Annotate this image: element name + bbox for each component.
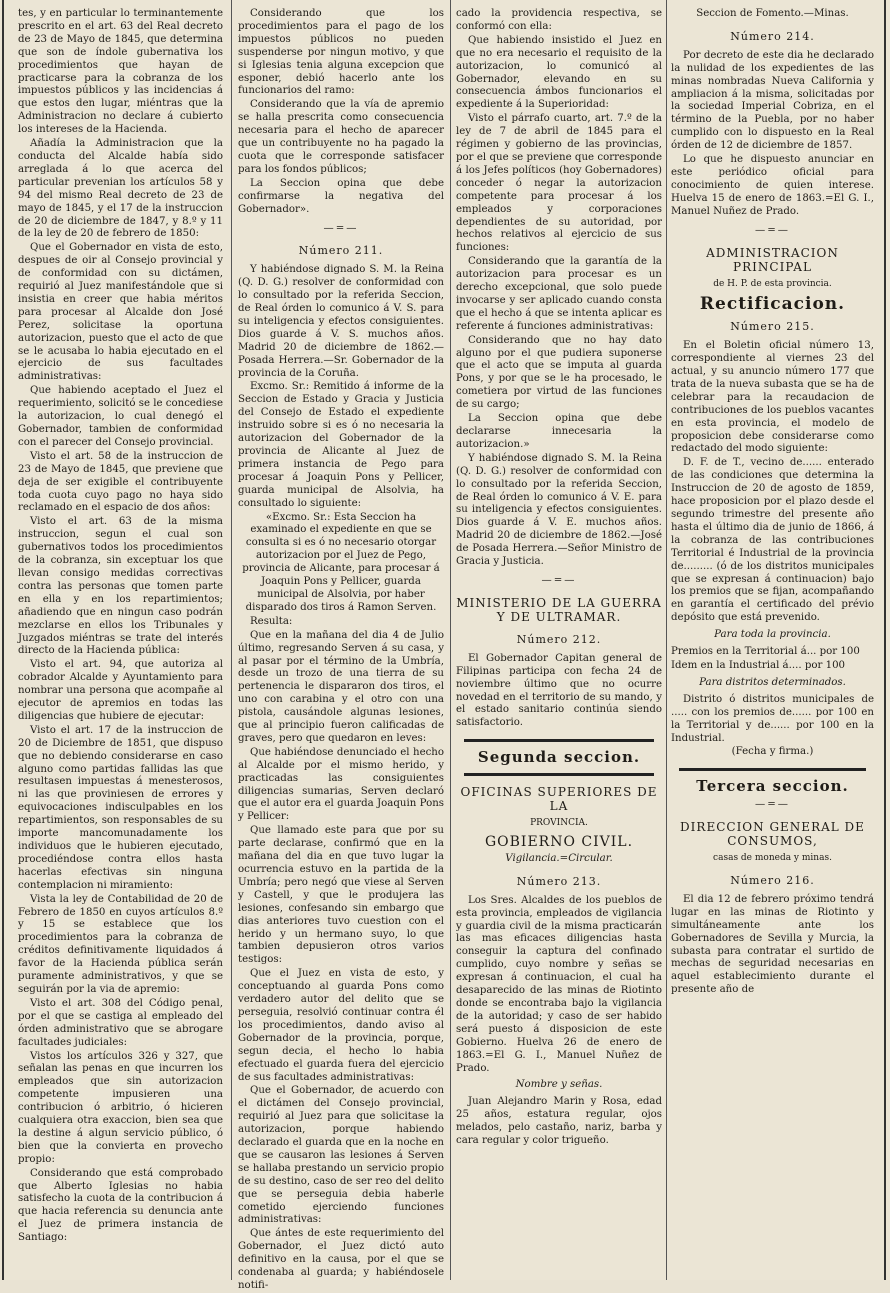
column-rule [231,0,232,1280]
paragraph: Por decreto de este dia he declarado la nulidad de los expedientes de las minas nombradas Nueva California y ampliacion á la misma, solicitadas por la sociedad Imperial Cobriza, en el término de la Puebla, por no haber cumplido con lo dispuesto en la Real órden de 12 de diciembre de 1857. [671,49,874,152]
item-number: Número 211. [298,244,384,258]
paragraph: Que habiéndose denunciado el hecho al Alcalde por el mismo herido, y practicadas las consiguientes diligencias sumarias, Serven declaró que el autor era el guarda Joaquin Pons y Pellicer: [238,746,444,823]
paragraph: Y habiéndose dignado S. M. la Reina (Q. D. G.) resolver de conformidad con lo consultado por la referida Seccion, de Real órden lo comunico á V. S. para su inteligencia y efectos consiguientes. Dios guarde á V. S. muchos años. Madrid 20 de diciembre de 1862.—Posada Herrera.—Sr. Gobernador de la provincia de la Coruña. [238,264,444,379]
paragraph: Visto el art. 94, que autoriza al cobrador Alcalde y Ayuntamiento para nombrar una persona que acompañe al ejecutor de apremios en todas las diligencias que hubiere de ejecutar: [18,659,223,722]
item-number: Número 216. [730,874,815,888]
heavy-rule [464,739,654,742]
column-4 [671,8,874,1278]
section-title: Tercera seccion. [696,777,849,796]
paragraph: La Seccion opina que debe declararse innecesaria la autorizacion.» [456,413,662,450]
office-heading: OFICINAS SUPERIORES DE LA [460,785,658,814]
column-1 [18,8,223,1278]
paragraph: En el Boletin oficial número 13, correspondiente al viernes 23 del actual, y su anuncio número 177 que trata de la nueva subasta que se ha de celebrar para la recaudacion de contribuciones de los pueblos vacantes en esta provincia, el modelo de proposicion debe considerarse como redactado del modo siguiente: [671,340,874,455]
subheading: Para distritos determinados. [699,676,846,688]
subheading: Vigilancia.=Circular. [505,852,613,864]
section-heading: Seccion de Fomento.—Minas. [696,8,849,19]
ministry-heading: MINISTERIO DE LA GUERRA Y DE ULTRAMAR. [456,595,662,624]
paragraph: Idem en la Industrial á.... por 100 [671,659,846,671]
paragraph: cado la providencia respectiva, se conformó con ella: [456,8,662,32]
paragraph: Que el Gobernador en vista de esto, despues de oir al Consejo provincial y de conformidad con su dictámen, requirió al Juez manifestándole que si insistia en creer que habia méritos para procesar al Alcalde don José Perez, solicitase la oportuna autorizacion, puesto que el acto de que se le acusaba lo habia ejecutado en el ejercicio de sus facultades administrativas: [18,242,223,383]
separator: —=— [541,574,577,586]
item-number: Número 215. [730,320,815,334]
paragraph: Excmo. Sr.: Remitido á informe de la Seccion de Estado y Gracia y Justicia del Consejo de Estado el expediente instruido sobre si es ó no necesaria la autorizacion del Gobernador de la provincia de Alicante al Juez de primera instancia de Pego para procesar á Joaquin Pons y Pellicer, guarda municipal de Alsolvia, ha consultado lo siguiente: [238,381,444,509]
paragraph: Que el Juez en vista de esto, y conceptuando al guarda Pons como verdadero autor del delito que se perseguia, resolvió continuar contra él los procedimientos, dando aviso al Gobernador de la provincia, porque, segun decia, el hecho lo habia efectuado el guarda fuera del ejercicio de sus facultades administrativas: [238,968,444,1083]
paragraph: El dia 12 de febrero próximo tendrá lugar en las minas de Riotinto y simultáneamente ante los Gobernadores de Sevilla y Murcia, la subasta para contratar el surtido de mechas de seguridad necesarias en aquel establecimiento durante el presente año de [671,893,874,996]
paragraph: Considerando que no hay dato alguno por el que pudiera suponerse que el acto que se imputa al guarda Pons, y por que se le ha procesado, le cometiera por virtud de las funciones de su cargo; [456,334,662,411]
rectificacion-heading: Rectificacion. [699,294,846,315]
paragraph: La Seccion opina que debe confirmarse la negativa del Gobernador». [238,177,444,215]
office-heading: DIRECCION GENERAL DE CONSUMOS, [680,820,865,849]
paragraph: Visto el art. 308 del Código penal, por el que se castiga al empleado del órden administrativo que se abrogare facultades judiciales: [18,997,223,1048]
column-2 [238,8,444,1291]
paragraph: Considerando que está comprobado que Alberto Iglesias no habia satisfecho la cuota de la contribucion á que hacia referencia su denuncia ante el Juez de primera instancia de Santiago: [18,1167,223,1244]
section-title: Segunda seccion. [477,748,641,767]
page-edge-left [2,0,4,1280]
column-rule [450,0,451,1280]
column-rule [666,0,667,1280]
separator: —=— [755,224,790,236]
paragraph: Visto el art. 17 de la instruccion de 20 de Diciembre de 1851, que dispuso que no debiendo considerarse en caso alguno como partidas fallidas las que resultasen impuestas á menesterosos, ni las que proviniesen de errores y equivocaciones indisculpables en los repartimientos, son responsables de su importe mancomunadamente los individuos que le hubieren ejecutado, procediéndose contra ellos hasta hacerlas efectivas sin ninguna contemplacion ni miramiento: [18,724,223,891]
paragraph: Juan Alejandro Marin y Rosa, edad 25 años, estatura regular, ojos melados, pelo castaño, nariz, barba y cara regular y color trigueño. [456,1096,662,1147]
paragraph: Que en la mañana del dia 4 de Julio último, regresando Serven á su casa, y al pasar por el término de la Umbría, desde un trozo de una tierra de su pertenencia le dispararon dos tiros, el uno con carabina y el otro con una pistola, causándole algunas lesiones, que al principio fueron calificadas de graves, pero que quedaron en leves: [238,629,444,744]
item-number: Número 212. [516,632,602,646]
paragraph: Que habiendo aceptado el Juez el requerimiento, solicitó se le concediese la autorizacion, lo cual denegó el Gobernador, tambien de conformidad con el parecer del Consejo provincial. [18,385,223,448]
gobierno-heading: GOBIERNO CIVIL. [484,834,634,851]
heavy-rule [464,773,654,776]
subheading: Para toda la provincia. [714,629,831,641]
separator: —=— [323,222,359,234]
paragraph: Que llamado este para que por su parte declarase, confirmó que en la mañana del dia en que tuvo lugar la ocurrencia estuvo en la partida de la Umbría; pero negó que viese al Serven y Castell, y que le produjera las lesiones, confesando sin embargo que dias anteriores tuvo cuestion con el herido y un hermano suyo, lo que tambien depusieron otros varios testigos: [238,825,444,966]
paragraph: Los Sres. Alcaldes de los pueblos de esta provincia, empleados de vigilancia y guardia civil de la misma practicarán las mas eficaces diligencias hasta conseguir la captura del confinado cumplido, cuyo nombre y señas se expresan á continuacion, el cual ha desaparecido de las minas de Riotinto donde se encontraba bajo la vigilancia de la autoridad; y caso de ser habido será puesto á disposicion de este Gobierno. Huelva 26 de enero de 1863.=El G. I., Manuel Nuñez de Prado. [456,894,662,1074]
paragraph: Resulta: [250,615,293,627]
office-subheading: casas de moneda y minas. [713,853,832,864]
paragraph: Que ántes de este requerimiento del Gobernador, el Juez dictó auto definitivo en la causa, por el que se condenaba al guarda; y habiéndosele notifi- [238,1228,444,1291]
paragraph: Y habiéndose dignado S. M. la Reina (Q. D. G.) resolver de conformidad con lo consultado por la referida Seccion, de Real órden lo comunico á V. E. para su inteligencia y efectos consiguientes. Dios guarde á V. E. muchos años. Madrid 20 de diciembre de 1862.—José de Posada Herrera.—Señor Ministro de Gracia y Justicia. [456,452,662,568]
item-number: Número 214. [730,29,815,43]
paragraph: Considerando que la vía de apremio se halla prescrita como consecuencia necesaria para el hecho de aparecer que un contribuyente no ha pagado la cuota que le corresponde satisfacer para los fondos públicos; [238,99,444,175]
paragraph: «Excmo. Sr.: Esta Seccion ha examinado el expediente en que se consulta si es ó no necesario otorgar autorizacion por el Juez de Pego, provincia de Alicante, para procesar á Joaquin Pons y Pellicer, guarda municipal de Alsolvia, por haber disparado dos tiros á Ramon Serven. [242,511,440,613]
paragraph: Vistos los artículos 326 y 327, que señalan las penas en que incurren los empleados que sin autorizacion competente impusieren una contribucion ó arbitrio, ó hicieren cualquiera otra exaccion, bien sea que la destine á algun servicio público, ó bien que la convierta en provecho propio: [18,1050,223,1165]
paragraph: Que el Gobernador, de acuerdo con el dictámen del Consejo provincial, requirió al Juez para que solicitase la autorizacion, porque habiendo declarado el guarda que en la noche en que se causaron las lesiones á Serven se hallaba prestando un servicio propio de su destino, caso de ser reo del delito que se perseguia debia haberle cometido ejerciendo funciones administrativas: [238,1085,444,1226]
page-edge-right [884,0,886,1280]
paragraph: D. F. de T., vecino de...... enterado de las condiciones que determina la Instruccion de 20 de agosto de 1859, hace proposicion por el plazo desde el segundo trimestre del presente año hasta el último dia de junio de 1866, á la cobranza de las contribuciones Territorial é Industrial de la provincia de......... (ó de los distritos municipales que se expresan á continuacion) bajo los premios que se fijan, acompañando en garantía el certificado del prévio depósito que está prevenido. [671,457,874,624]
paragraph: El Gobernador Capitan general de Filipinas participa con fecha 24 de noviembre último que no ocurre novedad en el territorio de su mando, y el estado sanitario continúa siendo satisfactorio. [456,652,662,729]
paragraph: Visto el art. 58 de la instruccion de 23 de Mayo de 1845, que previene que deja de ser exigible el contribuyente toda cuota cuyo pago no haya sido reclamado en el espacio de dos años: [18,450,223,514]
office-subheading: de H. P. de esta provincia. [713,278,832,289]
column-3 [456,8,662,1278]
office-heading: ADMINISTRACION PRINCIPAL [706,245,839,274]
paragraph: Considerando que los procedimientos para el pago de los impuestos públicos no pueden suspenderse por ningun motivo, y que si Iglesias tenia alguna excepcion que esponer, debió hacerlo ante los funcionarios del ramo: [238,8,444,97]
paragraph: Vista la ley de Contabilidad de 20 de Febrero de 1850 en cuyos artículos 8.º y 15 se establece que los procedimientos para la cobranza de créditos definitivamente liquidados á favor de la Hacienda pública serán puramente administrativos, y que se seguirán por la via de apremio: [18,893,223,995]
paragraph: Considerando que la garantía de la autorizacion para procesar es un derecho excepcional, que solo puede invocarse y ser aplicado cuando consta que el hecho á que se intenta aplicar es referente á funciones administrativas: [456,256,662,332]
item-number: Número 213. [516,874,602,888]
office-subheading: PROVINCIA. [530,818,588,829]
paragraph: Distrito ó distritos municipales de ..... con los premios de...... por 100 en la Territorial y de...... por 100 en la Industrial. [671,693,874,744]
paragraph: Visto el art. 63 de la misma instruccion, segun el cual son gubernativos todos los procedimientos de la cobranza, sin exceptuar los que llevan consigo medidas correctivas contra las personas que tomen parte en ella y en los repartimientos; añadiendo que en ningun caso podrán mezclarse en ellos los Tribunales y Juzgados miéntras se trate del interés directo de la Hacienda pública: [18,516,223,657]
heavy-rule [679,768,866,771]
paragraph: (Fecha y firma.) [731,746,814,758]
separator: —=— [755,799,790,811]
paragraph: Visto el párrafo cuarto, art. 7.º de la ley de 7 de abril de 1845 para el régimen y gobierno de las provincias, por el que se previene que corresponde á los Jefes políticos (hoy Gobernadores) conceder ó negar la autorizacion competente para procesar á los empleados y corporaciones dependientes de su autoridad, por hechos relativos al ejercicio de sus funciones: [456,113,662,254]
subheading: Nombre y señas. [515,1079,603,1091]
paragraph: Premios en la Territorial á... por 100 [671,646,860,658]
paragraph: Que habiendo insistido el Juez en que no era necesario el requisito de la autorizacion, lo comunicó al Gobernador, elevando en su consecuencia ámbos funcionarios el expediente á la Superioridad: [456,34,662,111]
paragraph: Añadía la Administracion que la conducta del Alcalde había sido arreglada á lo que acerca del particular prevenian los artículos 58 y 94 del mismo Real decreto de 23 de mayo de 1845, y el 17 de la instruccion de 20 de diciembre de 1847, y 8.º y 11 de la ley de 20 de febrero de 1850: [18,138,223,240]
paragraph: Lo que he dispuesto anunciar en este periódico oficial para conocimiento de quien interese. Huelva 15 de enero de 1863.=El G. I., Manuel Nuñez de Prado. [671,154,874,217]
paragraph: tes, y en particular lo terminantemente prescrito en el art. 63 del Real decreto de 23 de Mayo de 1845, que determina que son de índole gubernativa los procedimientos que hayan de practicarse para la cobranza de los impuestos públicos y las incidencias á que estos den lugar, miéntras que la Administracion no declare á cubierto los intereses de la Hacienda. [18,8,223,136]
